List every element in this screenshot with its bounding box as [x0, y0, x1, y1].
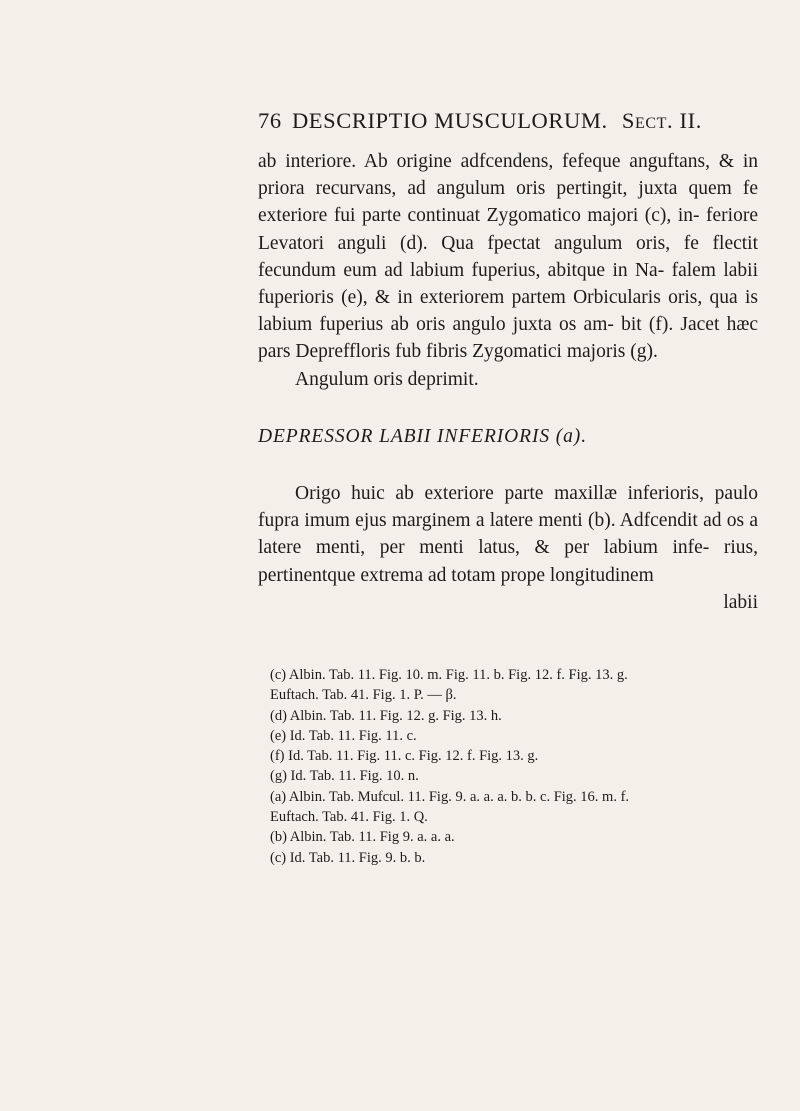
- paragraph-2: Angulum oris deprimit.: [295, 368, 479, 390]
- text-line: fupra imum ejus marginem a latere menti (b). Adfcendit: [258, 510, 698, 532]
- footnote: (c) Id. Tab. 11. Fig. 9. b. b.: [270, 849, 426, 866]
- text-line: bit (f). Jacet hæc pars Depreffloris fub fibris Zygomatici: [258, 314, 758, 363]
- paragraph-1: [258, 148, 758, 366]
- footnote: (a) Albin. Tab. Mufcul. 11. Fig. 9. a. a. a. b. b. c. Fig. 16. m. f.: [270, 788, 630, 805]
- footnote: (b) Albin. Tab. 11. Fig 9. a. a. a.: [270, 829, 455, 846]
- section-heading: DEPRESSOR LABII INFERIORIS (a).: [258, 425, 587, 447]
- text-line: majoris (g).: [566, 341, 658, 363]
- text-line: ab interiore. Ab origine adfcendens, fefeque anguftans,: [258, 151, 710, 172]
- text-line: feriore Levatori anguli (d). Qua fpectat angulum oris,: [258, 205, 758, 254]
- section-label: Sect. II.: [621, 108, 702, 133]
- text-line: fe exteriore fui parte continuat Zygomatico majori (c), in-: [258, 178, 758, 227]
- body-text: [258, 148, 758, 616]
- running-head: [258, 108, 778, 134]
- text-line: ad os a latere menti, per menti latus, & per labium infe-: [258, 510, 758, 559]
- footnote: (d) Albin. Tab. 11. Fig. 12. g. Fig. 13. h.: [270, 707, 502, 724]
- page-number: 76: [258, 108, 282, 133]
- text-line: oris, qua is labium fuperius ab oris angulo juxta os am-: [258, 287, 758, 336]
- footnotes: [270, 665, 770, 868]
- footnote: (e) Id. Tab. 11. Fig. 11. c.: [270, 727, 417, 744]
- text-line: & in priora recurvans, ad angulum oris pertingit, juxta quem: [258, 151, 758, 200]
- paragraph-3: [258, 480, 758, 589]
- footnote: (f) Id. Tab. 11. Fig. 11. c. Fig. 12. f. Fig. 13. g.: [270, 748, 539, 765]
- footnote-continuation: Euftach. Tab. 41. Fig. 1. Q.: [270, 809, 428, 826]
- page-title: DESCRIPTIO MUSCULORUM.: [291, 108, 608, 133]
- text-line: falem labii fuperioris (e), & in exteriorem partem Orbicularis: [258, 259, 758, 309]
- text-line: Origo huic ab exteriore parte maxillæ inferioris, paulo: [295, 483, 758, 505]
- footnote: (g) Id. Tab. 11. Fig. 10. n.: [270, 768, 419, 785]
- text-line: fe flectit fecundum eum ad labium fuperius, abitque in Na-: [258, 232, 759, 281]
- footnote: (c) Albin. Tab. 11. Fig. 10. m. Fig. 11. b. Fig. 12. f. Fig. 13. g.: [270, 667, 628, 683]
- text-line: rius, pertinentque extrema ad totam prope longitudinem: [258, 537, 759, 586]
- catchword: labii: [723, 591, 758, 613]
- footnote-continuation: Euftach. Tab. 41. Fig. 1. P. — β.: [270, 687, 457, 704]
